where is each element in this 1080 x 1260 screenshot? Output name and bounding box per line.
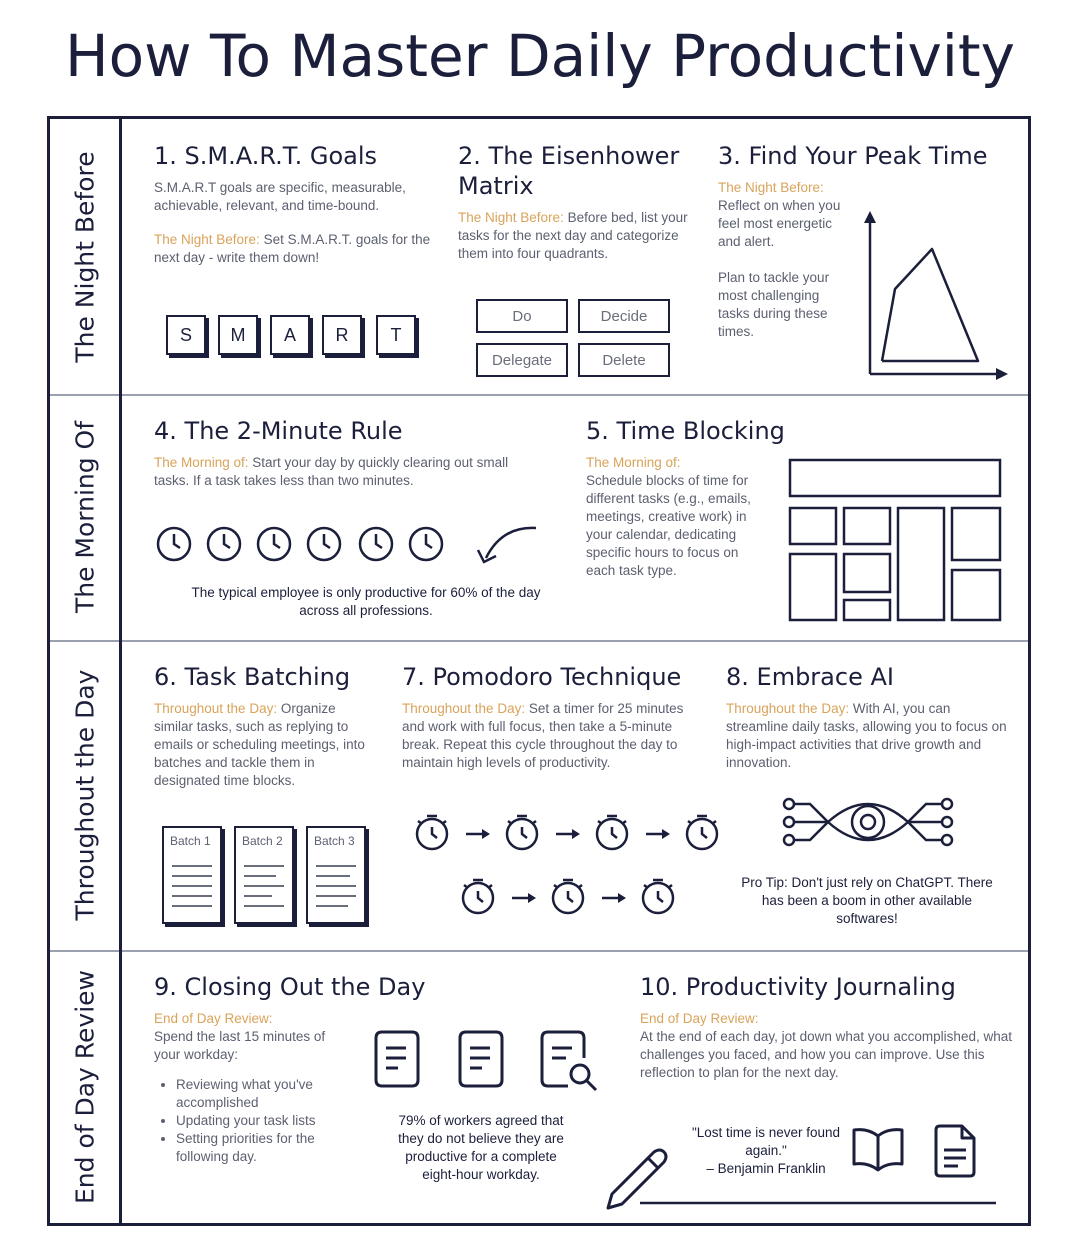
row-throughout-day bbox=[50, 640, 1028, 952]
row-morning-of bbox=[50, 394, 1028, 642]
note-document-icon bbox=[934, 1122, 980, 1178]
book-icon bbox=[850, 1126, 906, 1176]
heading-eisenhower: 2. The Eisenhower Matrix bbox=[458, 142, 680, 200]
heading-journaling: 10. Productivity Journaling bbox=[640, 973, 956, 1001]
row-end-of-day bbox=[50, 950, 1028, 1223]
page-title: How To Master Daily Productivity bbox=[64, 22, 1015, 90]
quadrant-delete: Delete bbox=[578, 343, 670, 377]
smart-description: S.M.A.R.T goals are specific, measurable, achievable, relevant, and time-bound. bbox=[154, 180, 406, 213]
smart-tip: The Night Before: Set S.M.A.R.T. goals for the next day - write them down! bbox=[154, 232, 431, 265]
closing-day-list bbox=[154, 1076, 346, 1166]
list-item: • Setting priorities for the following day. bbox=[176, 1130, 346, 1166]
quote-author: – Benjamin Franklin bbox=[706, 1161, 826, 1176]
two-minute-stat: The typical employee is only productive for 60% of the day across all professions. bbox=[191, 585, 541, 618]
side-label-end-of-day: End of Day Review bbox=[50, 950, 122, 1223]
calendar-blocks-graphic bbox=[788, 458, 1004, 624]
list-item: • Reviewing what you've accomplished bbox=[176, 1076, 346, 1112]
time-blocking-text: The Morning of: Schedule blocks of time for different tasks (e.g., emails, meetings, creative work) in your calendar, dedicating specific hours to focus on each task type. bbox=[586, 455, 751, 578]
pomodoro-timers-graphic bbox=[408, 808, 728, 924]
list-item: • Updating your task lists bbox=[176, 1112, 346, 1130]
peak-text-1: The Night Before: Reflect on when you feel most energetic and alert. bbox=[718, 180, 841, 249]
curved-arrow-icon bbox=[474, 522, 544, 572]
smart-letter-t: T bbox=[376, 315, 416, 355]
section-pomodoro bbox=[402, 662, 702, 772]
franklin-quote: "Lost time is never found again." – Benjamin Franklin bbox=[676, 1124, 856, 1178]
pomodoro-text: Throughout the Day: Set a timer for 25 minutes and work with full focus, then take a 5-minute break. Repeat this cycle throughout the day to maintain high levels of productivity. bbox=[402, 701, 684, 770]
section-task-batching bbox=[154, 662, 376, 790]
quadrant-decide: Decide bbox=[578, 299, 670, 333]
section-embrace-ai bbox=[726, 662, 1012, 772]
smart-letter-m: M bbox=[218, 315, 258, 355]
heading-peak-time: 3. Find Your Peak Time bbox=[718, 142, 988, 170]
row-night-before bbox=[50, 119, 1028, 396]
side-label-throughout-day: Throughout the Day bbox=[50, 640, 122, 950]
heading-time-blocking: 5. Time Blocking bbox=[586, 417, 785, 445]
eisenhower-text: The Night Before: Before bed, list your tasks for the next day and categorize them into four quadrants. bbox=[458, 210, 688, 261]
clock-icons bbox=[154, 524, 454, 564]
heading-closing-day: 9. Closing Out the Day bbox=[154, 973, 426, 1001]
batch-2-card: Batch 2 bbox=[234, 826, 294, 924]
smart-letter-a: A bbox=[270, 315, 310, 355]
two-minute-text: The Morning of: Start your day by quickly clearing out small tasks. If a task takes less than two minutes. bbox=[154, 455, 509, 488]
journaling-text: End of Day Review: At the end of each day, jot down what you accomplished, what challenges you faced, and how you can improve. Use this reflection to plan for the next day. bbox=[640, 1011, 1012, 1080]
ai-eye-icon bbox=[780, 788, 956, 858]
section-eisenhower bbox=[458, 141, 696, 263]
heading-smart-goals: 1. S.M.A.R.T. Goals bbox=[154, 142, 378, 170]
batch-1-card: Batch 1 bbox=[162, 826, 222, 924]
side-label-morning-of: The Morning Of bbox=[50, 394, 122, 640]
section-two-minute-rule bbox=[154, 416, 514, 490]
task-batching-text: Throughout the Day: Organize similar tasks, such as replying to emails or scheduling meetings, into batches and tackle them in designated time blocks. bbox=[154, 701, 365, 788]
smart-letter-r: R bbox=[322, 315, 362, 355]
content-frame bbox=[47, 116, 1031, 1226]
section-smart-goals bbox=[154, 141, 434, 267]
peak-energy-graph bbox=[860, 209, 1010, 379]
peak-text-2: Plan to tackle your most challenging tasks during these times. bbox=[718, 270, 830, 339]
document-icons bbox=[372, 1028, 602, 1092]
closing-day-stat: 79% of workers agreed that they do not believe they are productive for a complete eight-hour workday. bbox=[398, 1113, 564, 1182]
writing-line bbox=[640, 1200, 1000, 1206]
batch-3-card: Batch 3 bbox=[306, 826, 366, 924]
heading-two-minute-rule: 4. The 2-Minute Rule bbox=[154, 417, 403, 445]
side-label-night-before: The Night Before bbox=[50, 119, 122, 394]
closing-day-text: End of Day Review: Spend the last 15 minutes of your workday: bbox=[154, 1011, 326, 1062]
heading-task-batching: 6. Task Batching bbox=[154, 663, 351, 691]
embrace-ai-text: Throughout the Day: With AI, you can streamline daily tasks, allowing you to focus on high-impact activities that drive growth and innovation. bbox=[726, 701, 1007, 770]
heading-pomodoro: 7. Pomodoro Technique bbox=[402, 663, 682, 691]
heading-embrace-ai: 8. Embrace AI bbox=[726, 663, 894, 691]
quadrant-delegate: Delegate bbox=[476, 343, 568, 377]
ai-pro-tip: Pro Tip: Don't just rely on ChatGPT. There has been a boom in other available softwares! bbox=[741, 875, 993, 926]
quadrant-do: Do bbox=[476, 299, 568, 333]
smart-letter-s: S bbox=[166, 315, 206, 355]
section-journaling bbox=[640, 972, 1012, 1082]
